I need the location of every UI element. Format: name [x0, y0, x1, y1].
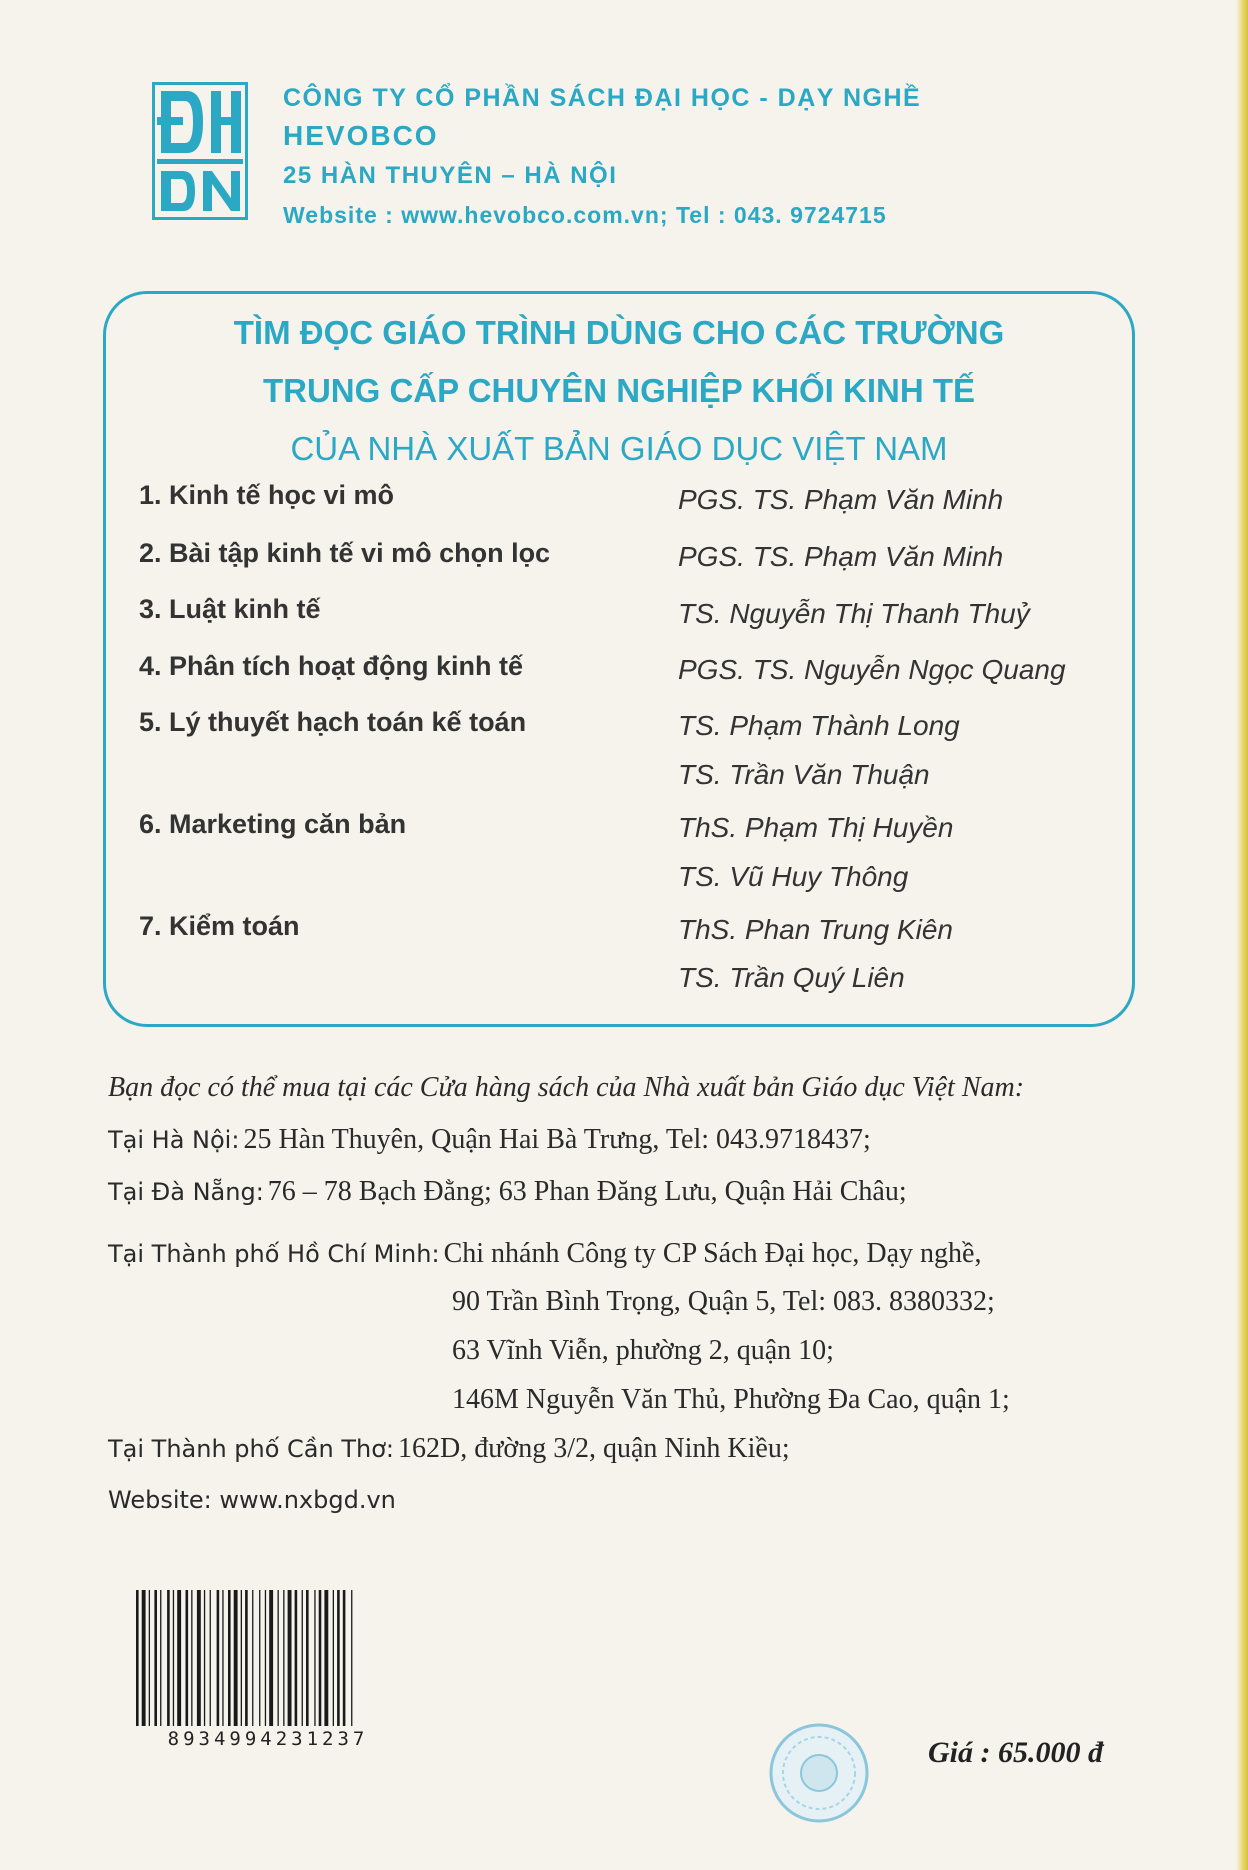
publisher-address: 25 HÀN THUYÊN – HÀ NỘI	[283, 162, 618, 189]
book-title-4: 4. Phân tích hoạt động kinh tế	[139, 651, 524, 681]
publisher-company: CÔNG TY CỔ PHẦN SÁCH ĐẠI HỌC - DẠY NGHỀ	[283, 84, 922, 112]
barcode-bar	[204, 1590, 205, 1726]
book-author-5a: TS. Phạm Thành Long	[678, 710, 960, 741]
store-hcm-address-3: 63 Vĩnh Viễn, phường 2, quận 10;	[452, 1335, 834, 1366]
barcode-bar	[337, 1590, 340, 1726]
store-danang-label: Tại Đà Nẵng:	[108, 1178, 264, 1206]
store-hanoi-label: Tại Hà Nội:	[108, 1126, 240, 1154]
logo-mark	[155, 85, 245, 217]
store-danang-address: 76 – 78 Bạch Đằng; 63 Phan Đăng Lưu, Quận Hải Châu;	[267, 1176, 907, 1207]
store-hcm-address-4: 146M Nguyễn Văn Thủ, Phường Đa Cao, quận 1;	[452, 1384, 1010, 1415]
barcode-bar	[241, 1590, 242, 1726]
barcode-bar	[288, 1590, 292, 1726]
barcode-bar	[319, 1590, 322, 1726]
seal-stamp-icon	[766, 1720, 872, 1826]
barcode-bar	[278, 1590, 279, 1726]
book-title-5: 5. Lý thuyết hạch toán kế toán	[139, 707, 527, 737]
booklist-heading-2: TRUNG CẤP CHUYÊN NGHIỆP KHỐI KINH TẾ	[262, 372, 975, 409]
barcode-bar	[351, 1590, 352, 1726]
book-author-6b: TS. Vũ Huy Thông	[678, 861, 909, 892]
barcode-bar	[343, 1590, 346, 1726]
store-hcm	[108, 1238, 981, 1270]
book-title-2: 2. Bài tập kinh tế vi mô chọn lọc	[139, 538, 551, 568]
barcode-bar	[228, 1590, 231, 1726]
store-cantho-address: 162D, đường 3/2, quận Ninh Kiều;	[398, 1433, 790, 1464]
barcode-bar	[259, 1590, 260, 1726]
publisher-contact: Website : www.hevobco.com.vn; Tel : 043. 9724715	[283, 202, 887, 228]
barcode-bar	[173, 1590, 174, 1726]
barcode-bar	[167, 1590, 170, 1726]
barcode-bar	[149, 1590, 150, 1726]
barcode-bar	[269, 1590, 273, 1726]
barcode-bar	[295, 1590, 298, 1726]
store-hanoi-address: 25 Hàn Thuyên, Quận Hai Bà Trưng, Tel: 043.9718437;	[243, 1124, 871, 1155]
book-title-1: 1. Kinh tế học vi mô	[139, 480, 395, 510]
barcode-digits: 8934994231237	[167, 1728, 369, 1750]
barcode-bar	[222, 1590, 223, 1726]
barcode-bar	[245, 1590, 248, 1726]
book-author-1: PGS. TS. Phạm Văn Minh	[678, 484, 1004, 515]
store-danang	[108, 1176, 907, 1208]
book-title-6: 6. Marketing căn bản	[139, 809, 407, 839]
barcode-bar	[302, 1590, 303, 1726]
stores-intro: Bạn đọc có thể mua tại các Cửa hàng sách của Nhà xuất bản Giáo dục Việt Nam:	[108, 1072, 1025, 1103]
booklist-heading-1: TÌM ĐỌC GIÁO TRÌNH DÙNG CHO CÁC TRƯỜNG	[233, 314, 1005, 351]
barcode-bar	[142, 1590, 146, 1726]
barcode-bar	[283, 1590, 284, 1726]
publisher-brand: HEVOBCO	[283, 120, 439, 151]
store-cantho	[108, 1433, 790, 1465]
barcode-bars	[134, 1590, 402, 1730]
store-hanoi	[108, 1124, 871, 1156]
book-title-7: 7. Kiểm toán	[139, 911, 300, 941]
barcode-bar	[234, 1590, 238, 1726]
store-hcm-address-1: Chi nhánh Công ty CP Sách Đại học, Dạy nghề,	[443, 1238, 982, 1269]
barcode-bar	[210, 1590, 211, 1726]
book-title-3: 3. Luật kinh tế	[139, 594, 321, 624]
book-author-4: PGS. TS. Nguyễn Ngọc Quang	[678, 654, 1066, 685]
barcode-bar	[252, 1590, 253, 1726]
store-hcm-address-2: 90 Trần Bình Trọng, Quận 5, Tel: 083. 8380332;	[452, 1286, 995, 1317]
book-author-2: PGS. TS. Phạm Văn Minh	[678, 541, 1004, 572]
barcode-bar	[314, 1590, 315, 1726]
book-author-6a: ThS. Phạm Thị Huyền	[678, 812, 954, 843]
store-hcm-label: Tại Thành phố Hồ Chí Minh:	[108, 1240, 440, 1268]
barcode-bar	[333, 1590, 334, 1726]
cover-edge	[1236, 0, 1248, 1870]
barcode-bar	[177, 1590, 181, 1726]
book-author-3: TS. Nguyễn Thị Thanh Thuỷ	[678, 598, 1030, 629]
book-author-7b: TS. Trần Quý Liên	[678, 962, 905, 993]
barcode-bar	[154, 1590, 157, 1726]
barcode-bar	[136, 1590, 139, 1726]
barcode-bar	[217, 1590, 220, 1726]
book-author-7a: ThS. Phan Trung Kiên	[678, 914, 953, 945]
dh-dn-logo	[152, 82, 248, 220]
book-author-5b: TS. Trần Văn Thuận	[678, 759, 930, 790]
isbn-barcode	[134, 1590, 402, 1750]
barcode-bar	[265, 1590, 266, 1726]
barcode-bar	[306, 1590, 309, 1726]
booklist-heading-3: CỦA NHÀ XUẤT BẢN GIÁO DỤC VIỆT NAM	[290, 430, 948, 467]
barcode-bar	[324, 1590, 328, 1726]
barcode-bar	[186, 1590, 189, 1726]
book-price: Giá : 65.000 đ	[928, 1736, 1103, 1769]
booklist-box	[103, 291, 1135, 1027]
barcode-bar	[197, 1590, 201, 1726]
stores-website: Website: www.nxbgd.vn	[108, 1486, 396, 1514]
barcode-bar	[160, 1590, 161, 1726]
barcode-bar	[191, 1590, 192, 1726]
store-cantho-label: Tại Thành phố Cần Thơ:	[108, 1435, 394, 1463]
